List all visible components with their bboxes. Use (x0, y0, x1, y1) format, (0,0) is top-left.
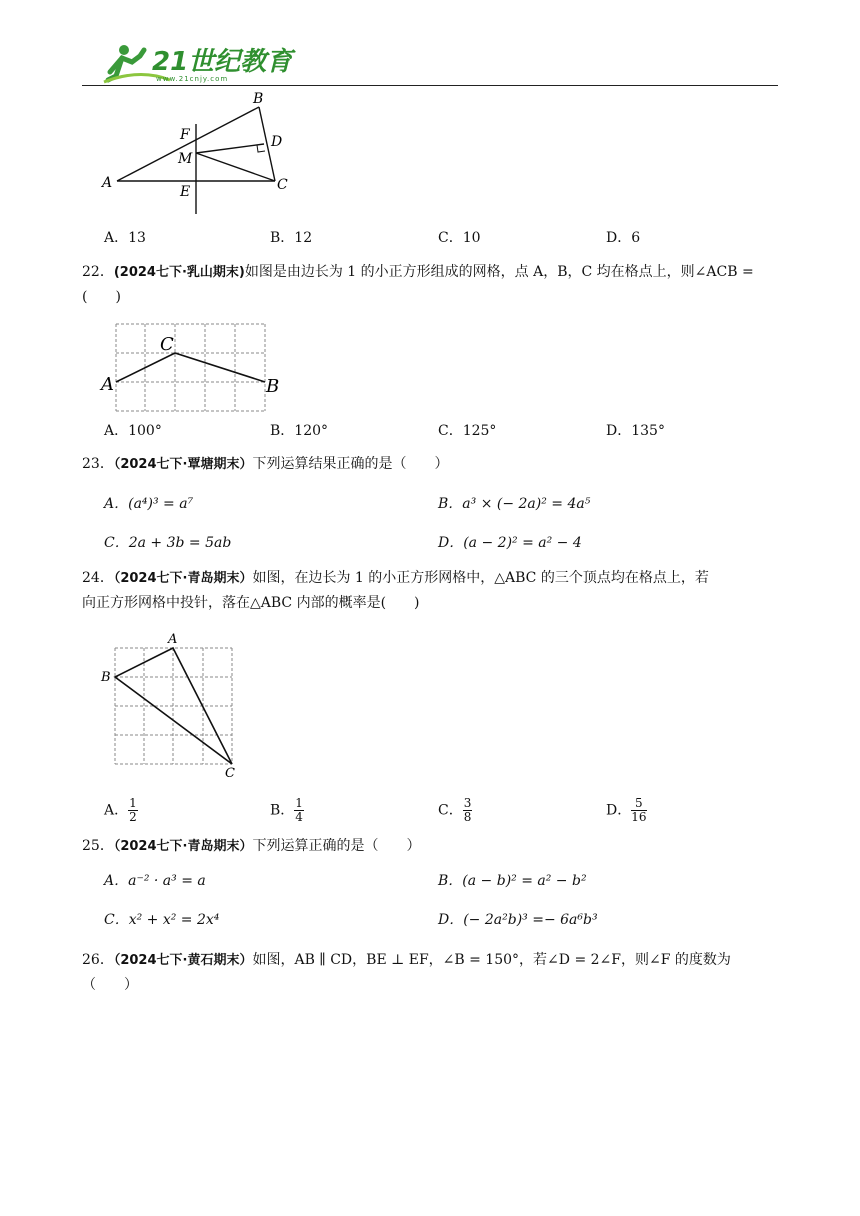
q21-label-a: A (102, 175, 113, 191)
q21-option-a[interactable]: A．13 (104, 230, 146, 246)
q25-option-b[interactable]: B．(a − b)² = a² − b² (438, 873, 587, 889)
q25-number: 25． (82, 838, 114, 854)
question-22 (82, 260, 782, 309)
q21-label-b: B (253, 91, 264, 107)
q22-label-a: A (101, 374, 114, 395)
q23-text: 下列运算结果正确的是（ ） (252, 456, 449, 472)
q22-source: (2024七下·乳山期末) (113, 265, 245, 280)
question-25 (82, 834, 782, 859)
q21-label-c: C (277, 177, 288, 193)
q21-label-f: F (180, 127, 190, 143)
q24-label-b: B (101, 670, 111, 685)
q24-text-line2: 向正方形网格中投针，落在△ABC 内部的概率是( ) (82, 595, 420, 611)
q21-option-c[interactable]: C．10 (438, 230, 481, 246)
q21-option-b[interactable]: B．12 (270, 230, 313, 246)
q25-source: （2024七下·青岛期末） (113, 839, 253, 854)
q24-option-c[interactable]: C． $\frac{3}{8}$ (438, 796, 472, 824)
q24-option-b[interactable]: B． $\frac{1}{4}$ (270, 796, 303, 824)
q22-label-c: C (160, 334, 174, 355)
q23-option-c[interactable]: C．2a + 3b = 5ab (104, 535, 232, 551)
question-23 (82, 452, 782, 477)
q22-option-c[interactable]: C．125° (438, 423, 497, 439)
q21-figure (96, 88, 306, 218)
q23-option-d[interactable]: D．(a − 2)² = a² − 4 (438, 535, 582, 551)
q22-option-b[interactable]: B．120° (270, 423, 329, 439)
q26-number: 26． (82, 952, 114, 968)
q26-source: （2024七下·黄石期末） (113, 953, 253, 968)
q23-number: 23． (82, 456, 114, 472)
q22-grid-figure (100, 320, 290, 414)
q24-number: 24． (82, 570, 114, 586)
q25-text: 下列运算正确的是（ ） (252, 838, 421, 854)
q26-text: 如图，AB ∥ CD，BE ⊥ EF，∠B = 150°，若∠D = 2∠F，则∠F 的度数为 (252, 952, 731, 968)
question-24 (82, 566, 782, 615)
q24-grid-figure (98, 628, 248, 780)
q25-option-a[interactable]: A．a⁻² · a³ = a (104, 873, 206, 889)
logo-text: 21世纪教育 (152, 47, 293, 77)
q23-source: （2024七下·覃塘期末） (113, 457, 253, 472)
q23-option-b[interactable]: B．a³ × (− 2a)² = 4a⁵ (438, 496, 591, 512)
q25-option-d[interactable]: D．(− 2a²b)³ =− 6a⁶b³ (438, 912, 598, 928)
q24-option-d[interactable]: D． $\frac{5}{16}$ (606, 796, 647, 824)
q25-option-c[interactable]: C．x² + x² = 2x⁴ (104, 912, 220, 928)
q26-paren: （ ） (82, 977, 138, 993)
q24-label-c: C (225, 766, 235, 781)
q22-option-a[interactable]: A．100° (104, 423, 162, 439)
q22-number: 22． (82, 264, 114, 280)
logo-runner-icon (100, 42, 293, 84)
q24-text-line1: 如图，在边长为 1 的小正方形网格中，△ABC 的三个顶点均在格点上，若 (252, 570, 709, 586)
q21-label-d: D (271, 134, 283, 150)
question-26 (82, 948, 782, 997)
q24-source: （2024七下·青岛期末） (113, 571, 253, 586)
site-logo (100, 42, 293, 84)
q22-paren: ( ) (82, 289, 121, 305)
q23-option-a[interactable]: A．(a⁴)³ = a⁷ (104, 496, 194, 512)
q22-label-b: B (266, 376, 280, 397)
q22-text: 如图是由边长为 1 的小正方形组成的网格，点 A，B，C 均在格点上，则∠ACB = (244, 264, 754, 280)
q21-label-m: M (178, 151, 193, 167)
q24-option-a[interactable]: A． $\frac{1}{2}$ (104, 796, 137, 824)
logo-url: www.21cnjy.com (156, 75, 229, 83)
q21-label-e: E (180, 184, 191, 200)
q24-label-a: A (168, 632, 178, 647)
header-divider (82, 85, 778, 86)
q21-option-d[interactable]: D．6 (606, 230, 641, 246)
q22-option-d[interactable]: D．135° (606, 423, 665, 439)
